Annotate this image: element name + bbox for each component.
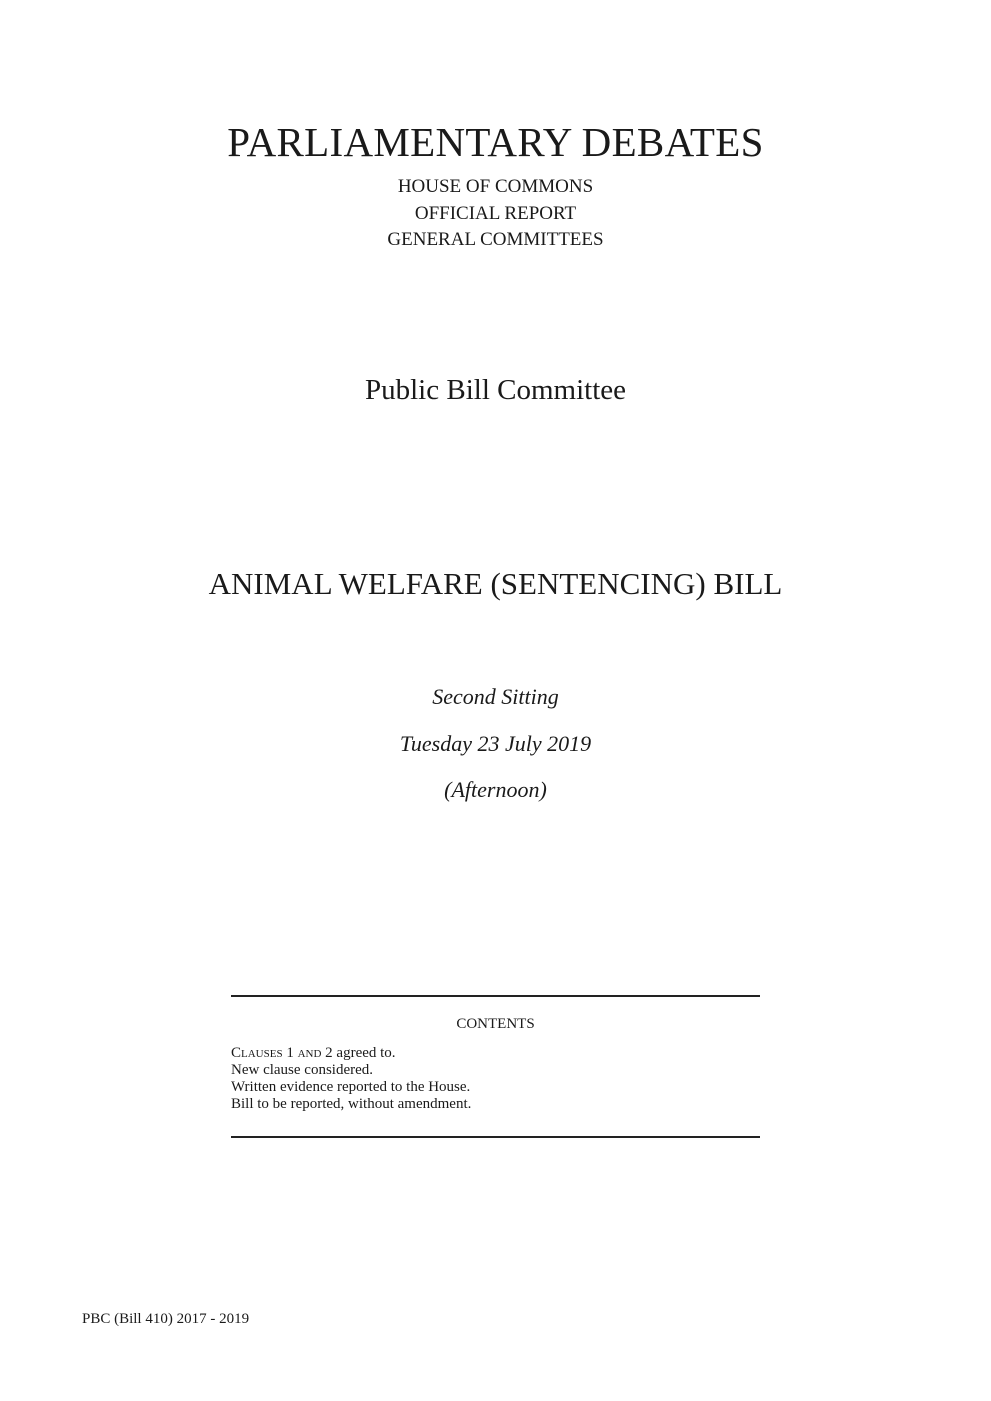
- footer-reference: PBC (Bill 410) 2017 - 2019: [82, 1311, 250, 1327]
- contents-bottom-rule: [231, 1136, 760, 1138]
- clause-number: 1: [282, 1045, 298, 1061]
- sitting-session: (Afternoon): [444, 777, 547, 802]
- subtitle-committees: GENERAL COMMITTEES: [387, 229, 604, 250]
- publication-title: PARLIAMENTARY DEBATES: [227, 119, 764, 165]
- bill-title: ANIMAL WELFARE (SENTENCING) BILL: [208, 566, 783, 601]
- contents-list: [231, 1045, 471, 1113]
- contents-top-rule: [231, 995, 760, 997]
- small-caps-clauses: Clauses: [231, 1045, 283, 1061]
- contents-item: New clause considered.: [231, 1062, 374, 1078]
- sitting-name: Second Sitting: [432, 684, 559, 709]
- subtitle-house: HOUSE OF COMMONS: [397, 176, 594, 197]
- contents-item: Written evidence reported to the House.: [231, 1079, 471, 1095]
- clause-result: 2 agreed to.: [321, 1045, 396, 1061]
- committee-name: Public Bill Committee: [365, 374, 626, 406]
- small-caps-and: and: [297, 1045, 322, 1061]
- contents-item: Bill to be reported, without amendment.: [231, 1096, 472, 1112]
- contents-heading: CONTENTS: [456, 1016, 535, 1032]
- contents-item: [231, 1045, 471, 1062]
- subtitle-report: OFFICIAL REPORT: [414, 202, 577, 224]
- sitting-date: Tuesday 23 July 2019: [399, 731, 592, 756]
- publication-subtitles: [0, 174, 991, 254]
